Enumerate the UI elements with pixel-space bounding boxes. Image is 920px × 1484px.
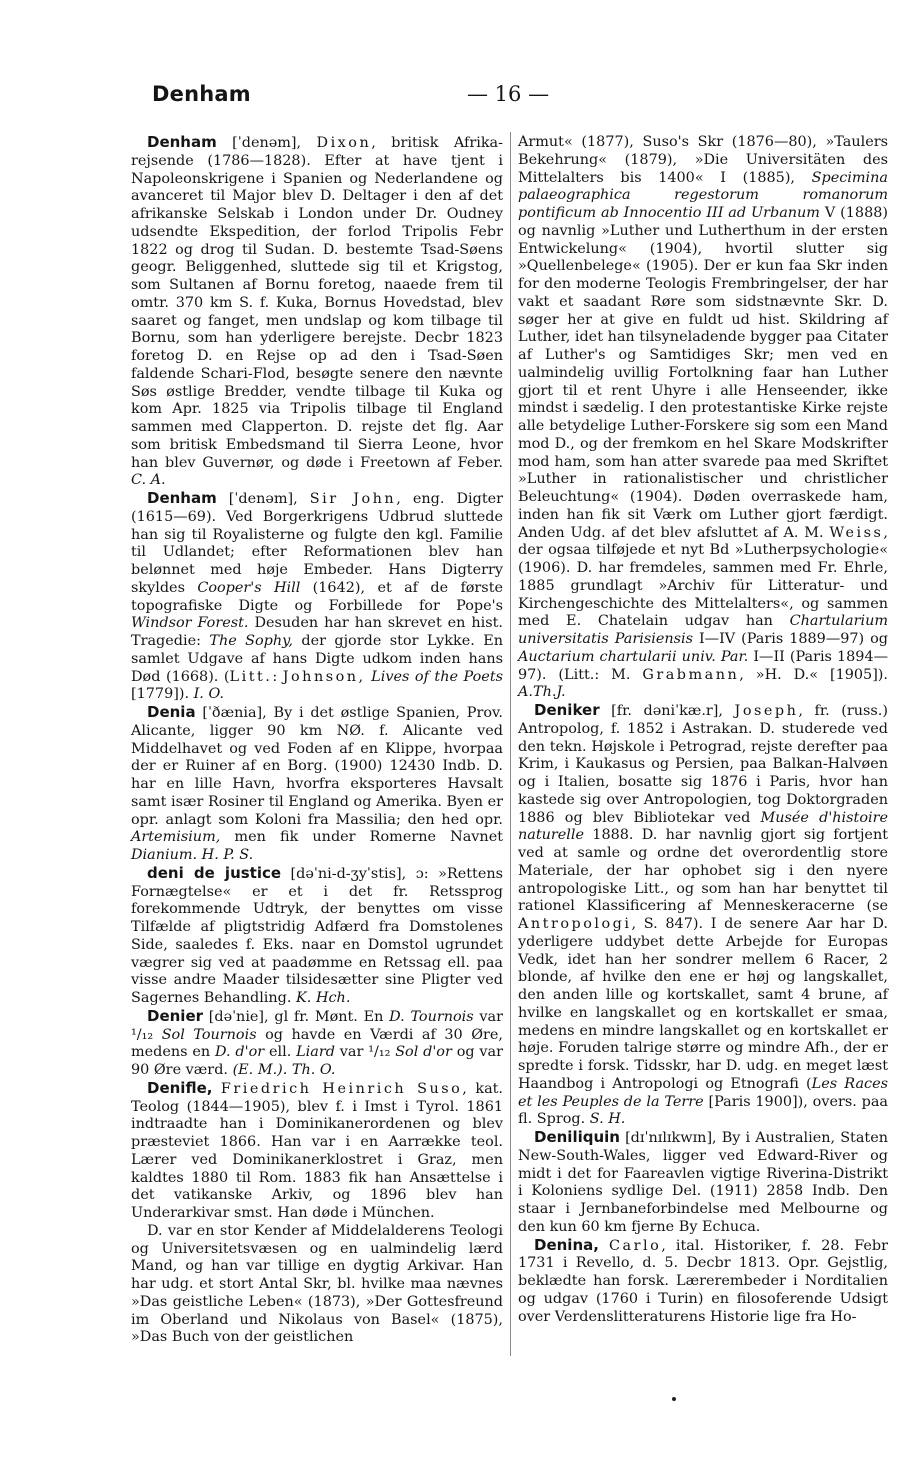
- place-name: Dianium.: [131, 847, 198, 863]
- entry-text: gl fr. Mønt. En: [274, 1008, 390, 1025]
- person-name: Grabmann: [642, 666, 740, 683]
- entry-text: 1888. D. har navnlig gjort sig fortjent ved at samle og ordne det overordentlig store Materiale, der har ophobet sig i den nyere antropologiske Litt., og som han har benyttet til rationel Klassificering af Menneskeracerne (se: [518, 827, 888, 915]
- entry-deni-de-justice: [131, 865, 503, 1008]
- entry-text: I—IV (Paris 1889—97) og: [693, 631, 888, 647]
- author-signature: K. Hch.: [296, 990, 351, 1006]
- left-column: [131, 134, 503, 1347]
- coin-name: Sol d'or: [395, 1044, 452, 1061]
- entry-text: , britisk Afrika-rejsende (1786—1828). Efter at have tjent i Napoleonskrigene i Spanien og Nederlandene og avanceret til Major blev D. Deltager i den af det afrikanske Selskab i London under Dr. Oudney udsendte Ekspedition, der forlod Tripolis Febr 1822 og drog til Sudan. D. bestemte Tsad-Søens geogr. Beliggenhed, sluttede sig til et Krigstog, som Sultanen af Bornu foretog, naaede frem til omtr. 370 km S. f. Kuka, Bornus Hovedstad, blev saaret og fanget, men undslap og kom tilbage til Bornu, som han yderligere berejste. Decbr 1823 foretog D. en Rejse op ad den i Tsad-Søen faldende Schari-Flod, besøgte senere den nævnte Søs østlige Bredder, vendte tilbage til Kuka og kom Apr. 1825 via Tripolis tilbage til England sammen med Clapperton. D. rejste det flg. Aar som britisk Embedsmand til Sierra Leone, hvor han blev Guvernør, og døde i Freetown af Feber.: [131, 135, 503, 471]
- entry-text: , ital. Historiker, f. 28. Febr 1731 i Revello, d. 5. Decbr 1813. Opr. Gejstlig, beklædte han forsk. Lærerembeder i Norditalien og udgav (1760 i Turin) en filosoferende Udsigt over Verdenslitteraturens Historie lige fra Ho-: [518, 1237, 888, 1325]
- entry-denifle: [131, 1080, 503, 1223]
- entry-text: , »H. D.« [1905]).: [739, 666, 888, 683]
- entry-text: , eng. Digter (1615—69). Ved Borgerkrigens Udbrud sluttede han sig til Royalisterne og fulgte den kgl. Familie til Udlandet; efter Reformationen blev han belønnet med høje Embeder. Hans Digterry skyldes: [131, 491, 503, 596]
- entry-pronunciation: [ˈðænia],: [195, 705, 274, 721]
- entry-text: og var 90 Øre værd.: [131, 1044, 503, 1078]
- entry-headword: Denia: [147, 703, 196, 721]
- entry-denier: [131, 1008, 503, 1080]
- entry-headword: Deniker: [534, 701, 600, 719]
- entry-denifle-continuation: [518, 134, 888, 702]
- literature-label: Litt.: [229, 668, 273, 685]
- entry-pronunciation: [ˈdenəm],: [216, 491, 310, 507]
- entry-denina: [518, 1237, 888, 1327]
- page-number: — 16 —: [467, 82, 550, 106]
- entry-text: (1642), et af de første topografiske Digte og Forbillede for Pope's: [131, 579, 503, 614]
- entry-text: , kat. Teolog (1844—1905), blev f. i Imst i Tyrol. 1861 indtraadte han i Dominikanerordenen og blev præsteviet 1866. Han var i en Aarrække teol. Lærer ved Dominikanerklostret i Graz, men kaldtes 1880 til Rom. 1883 fik han Ansættelse i det vatikanske Arkiv, og 1896 blev han Underarkivar smst. Han døde i München.: [131, 1080, 504, 1221]
- entry-text: var ¹/₁₂: [131, 1008, 503, 1043]
- entry-text: V (1888) og navnlig »Luther und Lutherthum in der ersten Entwickelung« (1904), hvortil slutter sig »Quellenbelege« (1905). Der er kun faa Skr inden for den moderne Teologis Frembringelser, der har vakt et saadant Røre som sidstnævnte Skr. D. søger her at give en fuldt ud hist. Skildring af Luther, idet han tilsyneladende bygger paa Citater af Luther's og Samtidiges Skr; men ved en ualmindelig uvillig Fortolkning faar han Luther gjort til et rent Uhyre i alle Henseender, ikke mindst i sædelig. I den protestantiske Kirke rejste alle betydelige Luther-Forskere sig som een Mand mod D., og der fremkom en hel Skare Modskrifter mod ham, som han atter svarede paa med Skriftet »Luther in rationalistischer und christlicher Beleuchtung« (1904). Døden overraskede ham, inden han fik sit Værk om Luther gjort færdigt. Anden Udg. af det blev afsluttet af A. M.: [518, 205, 888, 541]
- entry-text: D. var en stor Kender af Middelalderens Teologi og Universitetsvæsen og en ualmindelig lærd Mand, og han var tillige en dygtig Arkivar. Han har udg. et stort Antal Skr, bl. hvilke maa nævnes »Das geistliche Leben« (1873), »Der Gottesfreund im Oberland und Nikolaus von Basel« (1875), »Das Buch von der geistlichen: [131, 1222, 503, 1346]
- author-signature: A.Th.J.: [518, 684, 566, 701]
- column-divider: [510, 132, 511, 1356]
- entry-denham-dixon: [131, 134, 503, 490]
- entry-headword: Denham: [147, 489, 217, 507]
- entry-text: var ¹/₁₂: [334, 1044, 396, 1061]
- entry-pronunciation: [dəˈnie],: [203, 1008, 275, 1025]
- work-title: Windsor Forest.: [131, 615, 249, 632]
- institution-name: Musée d'histoire naturelle: [518, 809, 888, 844]
- place-name: Artemisium,: [131, 829, 221, 846]
- author-signature: (E. M.). Th. O.: [232, 1062, 336, 1078]
- entry-pronunciation: [fr. dəniˈkæ.r],: [599, 703, 735, 719]
- entry-text: , S. 847). I de senere Aar har D. yderligere uddybet dette Arbejde for Europas Vedk, idet han her sondrer mellem 6 Racer, 2 blonde, af hvilke den ene er høj og langskallet, den anden lille og kortskallet, samt 4 brune, af hvilke en langskallet og en kortskallet er smaa, medens en mindre langskallet og en kortskallet er høje. Foruden talrige større og mindre Afh., der er spredte i forsk. Tidsskr, har D. udg. en meget læst Haandbog i Antropologi og Etnografi (: [518, 916, 888, 1092]
- work-title: Lives of the Poets: [371, 668, 503, 685]
- entry-text: Armut« (1877), Suso's Skr (1876—80), »Taulers Bekehrung« (1879), »Die Universitäten des Mittelalters bis 1400« I (1885),: [518, 134, 888, 186]
- person-name: Dixon: [316, 135, 372, 151]
- person-name: Friedrich Heinrich Suso: [220, 1080, 463, 1097]
- entry-headword: Denham: [147, 133, 217, 151]
- entry-text: Desuden har han skrevet en hist. Tragedie:: [131, 615, 504, 649]
- entry-deniliquin: [518, 1129, 888, 1237]
- author-signature: H. P. S.: [201, 847, 254, 863]
- entry-text: ell.: [264, 1044, 297, 1061]
- entry-deniker: [518, 702, 888, 1129]
- entry-text: , der ogsaa tilføjede et nyt Bd »Lutherpsychologie« (1906). D. har fremdeles, sammen med Fr. Ehrle, 1885 grundlagt »Archiv für Litteratur- und Kirchengeschichte des Mittelalters«, og sammen med E. Chatelain udgav han: [518, 524, 888, 630]
- entry-text: By i det østlige Spanien, Prov. Alicante, ligger 90 km NØ. f. Alicante ved Middelhavet og ved Foden af en Klippe, hvorpaa der er Ruiner af en Borg. (1900) 12430 Indb. D. har en lille Havn, hvorfra eksporteres Havsalt samt især Rosiner til England og Amerika. Byen er opr. anlagt som Koloni fra Massilia; den hed opr.: [131, 705, 503, 828]
- author-signature: C. A.: [131, 472, 166, 489]
- work-title: Specimina palaeographica regestorum romanorum pontificum ab Innocentio III ad Urbanum: [518, 169, 888, 221]
- author-signature: I. O.: [193, 686, 224, 703]
- person-name: Joseph: [734, 703, 799, 719]
- entry-headword: Deniliquin: [534, 1128, 620, 1146]
- entry-headword: deni de justice: [147, 863, 282, 882]
- entry-headword: Denier: [147, 1006, 204, 1025]
- entry-text: :: [272, 668, 283, 685]
- work-title: Chartularium universitatis Parisiensis: [518, 613, 888, 647]
- entry-text: By i Australien, Staten New-South-Wales, ligger ved Edward-River og midt i det for Faareavlen vigtige Riverina-Distrikt i Koloniens sydlige Del. (1911) 2858 Indb. Den staar i Jernbaneforbindelse med Melbourne og den kun 60 km fjerne By Echuca.: [518, 1130, 888, 1235]
- entry-text: [1779]).: [131, 686, 190, 703]
- coin-name: D. Tournois: [389, 1008, 474, 1025]
- entry-text: der gjorde stor Lykke. En samlet Udgave af hans Digte udkom inden hans Død (1668). (: [131, 633, 503, 685]
- person-name: Weiss: [829, 524, 884, 541]
- entry-text: I—II (Paris 1894—97). (Litt.: M.: [518, 648, 888, 683]
- entry-text: [Paris 1900]), overs. paa fl. Sprog.: [518, 1093, 888, 1128]
- entry-denifle-continued: [131, 1223, 503, 1347]
- author-signature: S. H.: [589, 1111, 626, 1128]
- right-column: [518, 134, 888, 1326]
- running-headword: Denham: [152, 82, 251, 106]
- entry-text: ɔ: »Rettens Fornægtelse« er et i det fr. Retssprog forekommende Udtryk, der benyttes om visse Tilfælde af pligtstridig Adfærd fra Domstolenes Side, saaledes f. Eks. naar en Domstol ugrundet vægrer sig ved at paadømme en Retssag ell. paa visse andre Maader tilsidesætter sine Pligter ved Sagernes Behandling.: [131, 865, 504, 1006]
- page-header: [152, 82, 892, 112]
- entry-pronunciation: [ˈdenəm],: [216, 135, 317, 151]
- entry-text: men fik under Romerne Navnet: [220, 829, 503, 846]
- entry-text: og havde en Værdi af 30 Øre, medens en: [131, 1026, 503, 1061]
- literature-author: Johnson,: [282, 668, 366, 685]
- cross-reference: Antropologi: [518, 916, 632, 932]
- work-title: Les Races et les Peuples de la Terre: [518, 1075, 888, 1110]
- print-mark-dot: [672, 1397, 676, 1401]
- coin-name: Liard: [296, 1044, 335, 1061]
- entry-denham-john: [131, 490, 503, 704]
- entry-headword: Denina,: [534, 1235, 599, 1254]
- entry-pronunciation: [dɪˈnɪlɪkwɪn],: [619, 1130, 722, 1146]
- work-title: Cooper's Hill: [197, 579, 301, 596]
- entry-pronunciation: [dəˈni-d-ʒyˈstis],: [281, 865, 416, 882]
- work-title: Auctarium chartularii univ. Par.: [518, 648, 749, 665]
- person-name: Carlo: [609, 1237, 662, 1254]
- work-title: The Sophy,: [209, 633, 293, 649]
- coin-name: D. d'or: [215, 1044, 265, 1061]
- person-name: Sir John: [309, 491, 397, 507]
- coin-name: Sol Tournois: [161, 1026, 257, 1043]
- entry-headword: Denifle,: [147, 1078, 213, 1097]
- entry-text: , fr. (russ.) Antropolog, f. 1852 i Astrakan. D. studerede ved den tekn. Højskole i Petrograd, rejste derefter paa Krim, i Kaukasus og Persien, paa Balkan-Halvøen og i Italien, bosatte sig 1876 i Paris, hvor han kastede sig over Antropologien, tog Doktorgraden 1886 og blev Bibliotekar ved: [518, 703, 888, 826]
- entry-denia: [131, 704, 503, 865]
